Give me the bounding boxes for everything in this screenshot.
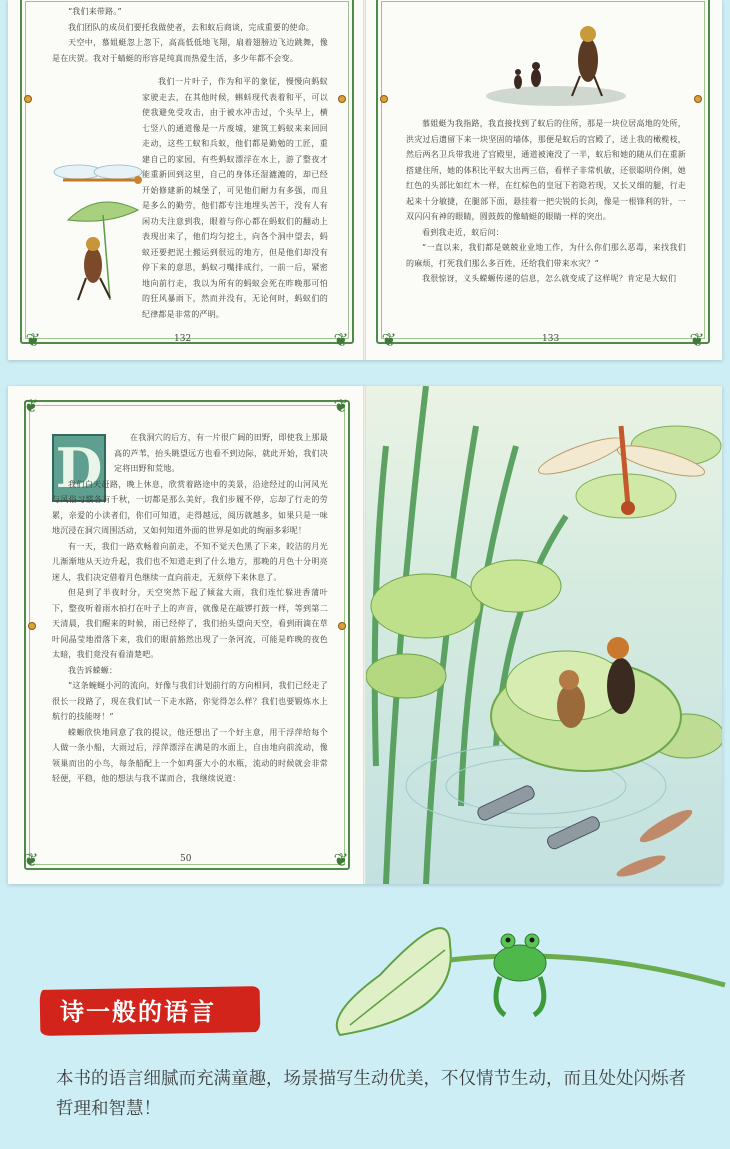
corner-ornament: ❦ [381,330,397,351]
page-number: 132 [174,334,192,344]
ant-and-beetle-illustration [476,8,636,108]
page-text [406,116,686,287]
ant-icon [514,62,541,89]
frame-ornament [338,95,346,103]
leaf-boat [491,651,681,771]
corner-ornament: ❦ [333,396,349,417]
beetle-icon [572,26,602,96]
beetle-icon [607,637,635,714]
page-text [52,430,328,850]
page-text [52,4,328,66]
paragraph: 我们团队的成员们要托我做使者，去和蚁后商谈，完成重要的使命。 [68,22,314,32]
page-text-wrap [52,74,328,330]
corner-ornament: ❦ [689,330,705,351]
book-spread-bottom [8,386,722,884]
bottle-floats [476,784,601,851]
paragraph: 我们一片叶子，作为和平的象征，慢慢向蚂蚁家驶走去，在其他时候，蝌蚪现代表着和平，可以使我避免受攻击，由于被水冲击过，个头早上，横七竖八的通道像是一片废墟，建筑工蚂蚁来来回回走动，这些工蚁和兵蚁，他们都是勤勉的工匠，重建自己的家园，有些蚂蚁漂浮在水上，游了整夜才能重新回到这里，自己的身体还湿漉漉的，却已经开始修建新的城堡了，可见他们耐力有多强，而且是多么的勤劳，他们都专注地埋头苦干，没有人有闲功夫注意到我，眼着与你心都在蚂蚁们的翻动上表现出来了，他们均匀挖土，向各个洞中望去，蚂蚁还要把泥土搬运到很远的地方，但是他们却没有停下来的意思，蚂蚁刁嘴排成行，一前一后，紧密地向前行走，我以为所有的蚂蚁会死在昨晚那可怕的狂风暴雨下，然而并没有，无论何时，蚂蚁们的纪律都是非常的严明。 [142,77,328,319]
frog-on-leaf-illustration [320,905,730,1045]
corner-ornament: ❦ [333,330,349,351]
paragraph: 天空中，慕姐蜓忽上忽下，高高低低地飞翔，扇着翅膀边飞边跳舞，像是在庆贺。我对于蜻蜓的形容是纯真而热爱生活，多少年都不会变。 [52,38,328,63]
frame-ornament [28,622,36,630]
frame-ornament [24,95,32,103]
corner-ornament: ❦ [23,396,39,417]
paragraph: “我们来带路。” [68,7,122,16]
paragraph: “一直以来，我们都是兢兢业业地工作，为什么你们那么恶毒，来找我们的麻烦，打死我们那么多百姓，还给我们带来水灾？” [406,243,686,268]
pond-scene [366,386,722,884]
book-spread-top [8,0,722,360]
corner-ornament: ❦ [333,850,349,871]
pond-illustration [366,386,722,884]
corner-ornament: ❦ [23,850,39,871]
paragraph: 慕姐蜓为我指路，我直接找到了蚁后的住所，那是一块位居高地的处所，洪灾过后遗留下来一块坚固的墙体，那便是蚁后的宫殿了，送上我的橄榄枝，然后两名卫兵带我进了宫殿里，通道被淹没了一半，蚁后和她的随从们在重新搭建住所，她的体积比平蚁大出两三倍，看样子非常机敏，还很聪明伶俐，她红色的头部比如红木一样，在红棕色的皇冠下若隐若现，又长又细的腿，行走起来十分敏捷，在腿部下面，悬挂着一把尖锐的长剑，像是一根锋利的针，一双闪闪有神的眼睛，圆鼓鼓的像蜻蜓的眼睛一样的突出。 [406,119,686,221]
corner-ornament: ❦ [25,330,41,351]
paragraph: 有一天，我们一路欢畅着向前走，不知不觉天色黑了下来，皎洁的月光儿渐渐地从天边升起，我们也不知道走到了什么地方，那晚的月色十分明亮迷人，我们决定借着月色继续一直向前走，无须停下来休息了。 [52,541,328,582]
paragraph: 蝾螈欣快地同意了我的提议，他还想出了一个好主意，用干浮萍给每个人做一条小船，大雨过后，浮萍漂浮在满是的水面上，自由地向前流动，像领巢而出的小鸟，每条船配上一个如鸡蛋大小的水瓶，流动的时候就会非常轻便，平稳，他的想法与我不谋而合，我继续说道： [52,727,328,783]
paragraph: “这条蜿蜒小河的流向，好像与我们计划前行的方向相同，我们已经走了很长一段路了，现在我们试一下走水路，你觉得怎么样？我们也要锻炼水上航行的技能呀！” [52,681,328,721]
paragraph: 我告诉蝾螈： [68,665,118,675]
left-page-132 [8,0,364,360]
paragraph: 我很惊讶，义头蝾螈传递的信息，怎么就变成了这样呢？肯定是大蚁们 [422,274,677,283]
frame-ornament [380,95,388,103]
frame-ornament [338,622,346,630]
feature-description: 本书的语言细腻而充满童趣，场景描写生动优美，不仅情节生动，而且处处闪烁者哲理和智慧！ [56,1069,686,1119]
right-page-133 [366,0,722,360]
page-number: 133 [542,334,560,344]
frame-ornament [694,95,702,103]
page-number: 50 [180,854,192,864]
left-page-50 [8,386,364,884]
paragraph: 我们白天赶路，晚上休息，欣赏着路途中的美景，沿途经过的山河风光与风俗习惯各有千秋，一切都是那么美好，我们步履不停，忘却了行走的劳累，亲爱的小读者们，你们可知道，走得越远，阅历就越多，如果只是一味地沉浸在洞穴周围活动，又如何知道外面的世界是如此的绚丽多彩呢！ [52,479,328,535]
feature-title: 诗一般的语言 [60,998,216,1026]
dropcap-letter: D [52,434,106,502]
paragraph: 但是到了半夜时分，天空突然下起了倾盆大雨，我们连忙躲进香蒲叶下，整夜听着雨水拍打在叶子上的声音，就像是在敲锣打鼓一样，等到第二天清晨，我们醒来的时候，雨已经停了，我们抬头望向天空，看到雨滴在草叶间晶莹地滑落下来，我们的眼前豁然出现了一条河流，可能是昨晚的夜色太暗，我们竟没有看清楚吧。 [52,588,328,659]
paragraph: 看到我走近，蚁后问： [422,227,504,237]
paragraph: 在我洞穴的后方，有一片很广阔的田野，即使我上那最高的芦苇，抬头眺望远方也看不到边际，就此开始，我们决定将田野和荒地。 [114,433,328,473]
frog-icon [494,934,546,1015]
